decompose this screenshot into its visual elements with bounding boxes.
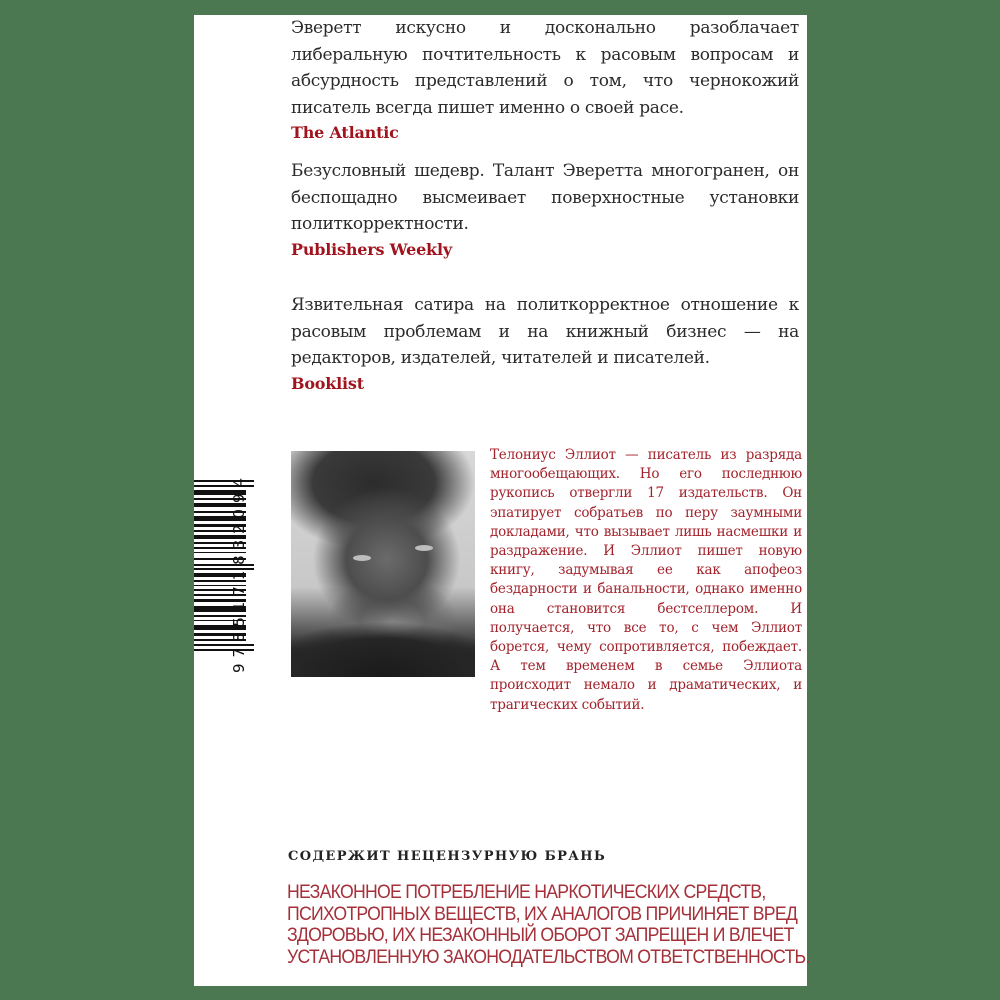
photo-detail (353, 555, 371, 561)
review-source: Publishers Weekly (291, 239, 452, 259)
drug-warning-line: НЕЗАКОННОЕ ПОТРЕБЛЕНИЕ НАРКОТИЧЕСКИХ СРЕДСТВ, (287, 882, 766, 903)
review-booklist (291, 292, 799, 396)
book-back-cover (194, 15, 810, 986)
photo-detail (415, 545, 433, 551)
author-photo (291, 451, 475, 677)
review-text: Язвительная сатира на политкорректное отношение к расовым проблемам и на книжный бизнес — на редакторов, издателей, читателей и писателей. (291, 295, 799, 368)
drug-warning (287, 882, 810, 968)
photo-detail (291, 622, 475, 677)
profanity-warning: СОДЕРЖИТ НЕЦЕНЗУРНУЮ БРАНЬ (288, 849, 607, 864)
drug-warning-line: УСТАНОВЛЕННУЮ ЗАКОНОДАТЕЛЬСТВОМ ОТВЕТСТВЕННОСТЬ. (287, 946, 810, 968)
drug-warning-line: ПСИХОТРОПНЫХ ВЕЩЕСТВ, ИХ АНАЛОГОВ ПРИЧИНЯЕТ ВРЕД (287, 903, 798, 925)
review-text: Безусловный шедевр. Талант Эверетта многогранен, он беспощадно высмеивает поверхностные установки политкорректности. (291, 161, 799, 234)
book-synopsis: Телониус Эллиот — писатель из разряда многообещающих. Но его последнюю рукопись отвергли 17 издательств. Он эпатирует собратьев по перу заумными докладами, что вызывает лишь насмешки и раздражение. И Эллиот пишет новую книгу, задумывая ее как апофеоз бездарности и банальности, однако именно она становится бестселлером. И получается, что все то, с чем Эллиот борется, чему сопротивляется, побеждает. А тем временем в семье Эллиота происходит немало и драматических, и трагических событий. (490, 447, 802, 713)
svg-text:9785171832094: 9785171832094 (230, 478, 248, 673)
review-source: Booklist (291, 373, 364, 393)
drug-warning-line: ЗДОРОВЬЮ, ИХ НЕЗАКОННЫЙ ОБОРОТ ЗАПРЕЩЕН И ВЛЕЧЕТ (287, 925, 794, 946)
review-text: Эверетт искусно и досконально разоблачает либеральную почтительность к расовым вопросам и абсурдность представлений о том, что чернокожий писатель всегда пишет именно о своей расе. (291, 18, 799, 118)
review-atlantic (291, 15, 799, 145)
isbn-digits (222, 473, 254, 673)
review-publishers-weekly (291, 158, 799, 262)
review-source: The Atlantic (291, 123, 399, 142)
